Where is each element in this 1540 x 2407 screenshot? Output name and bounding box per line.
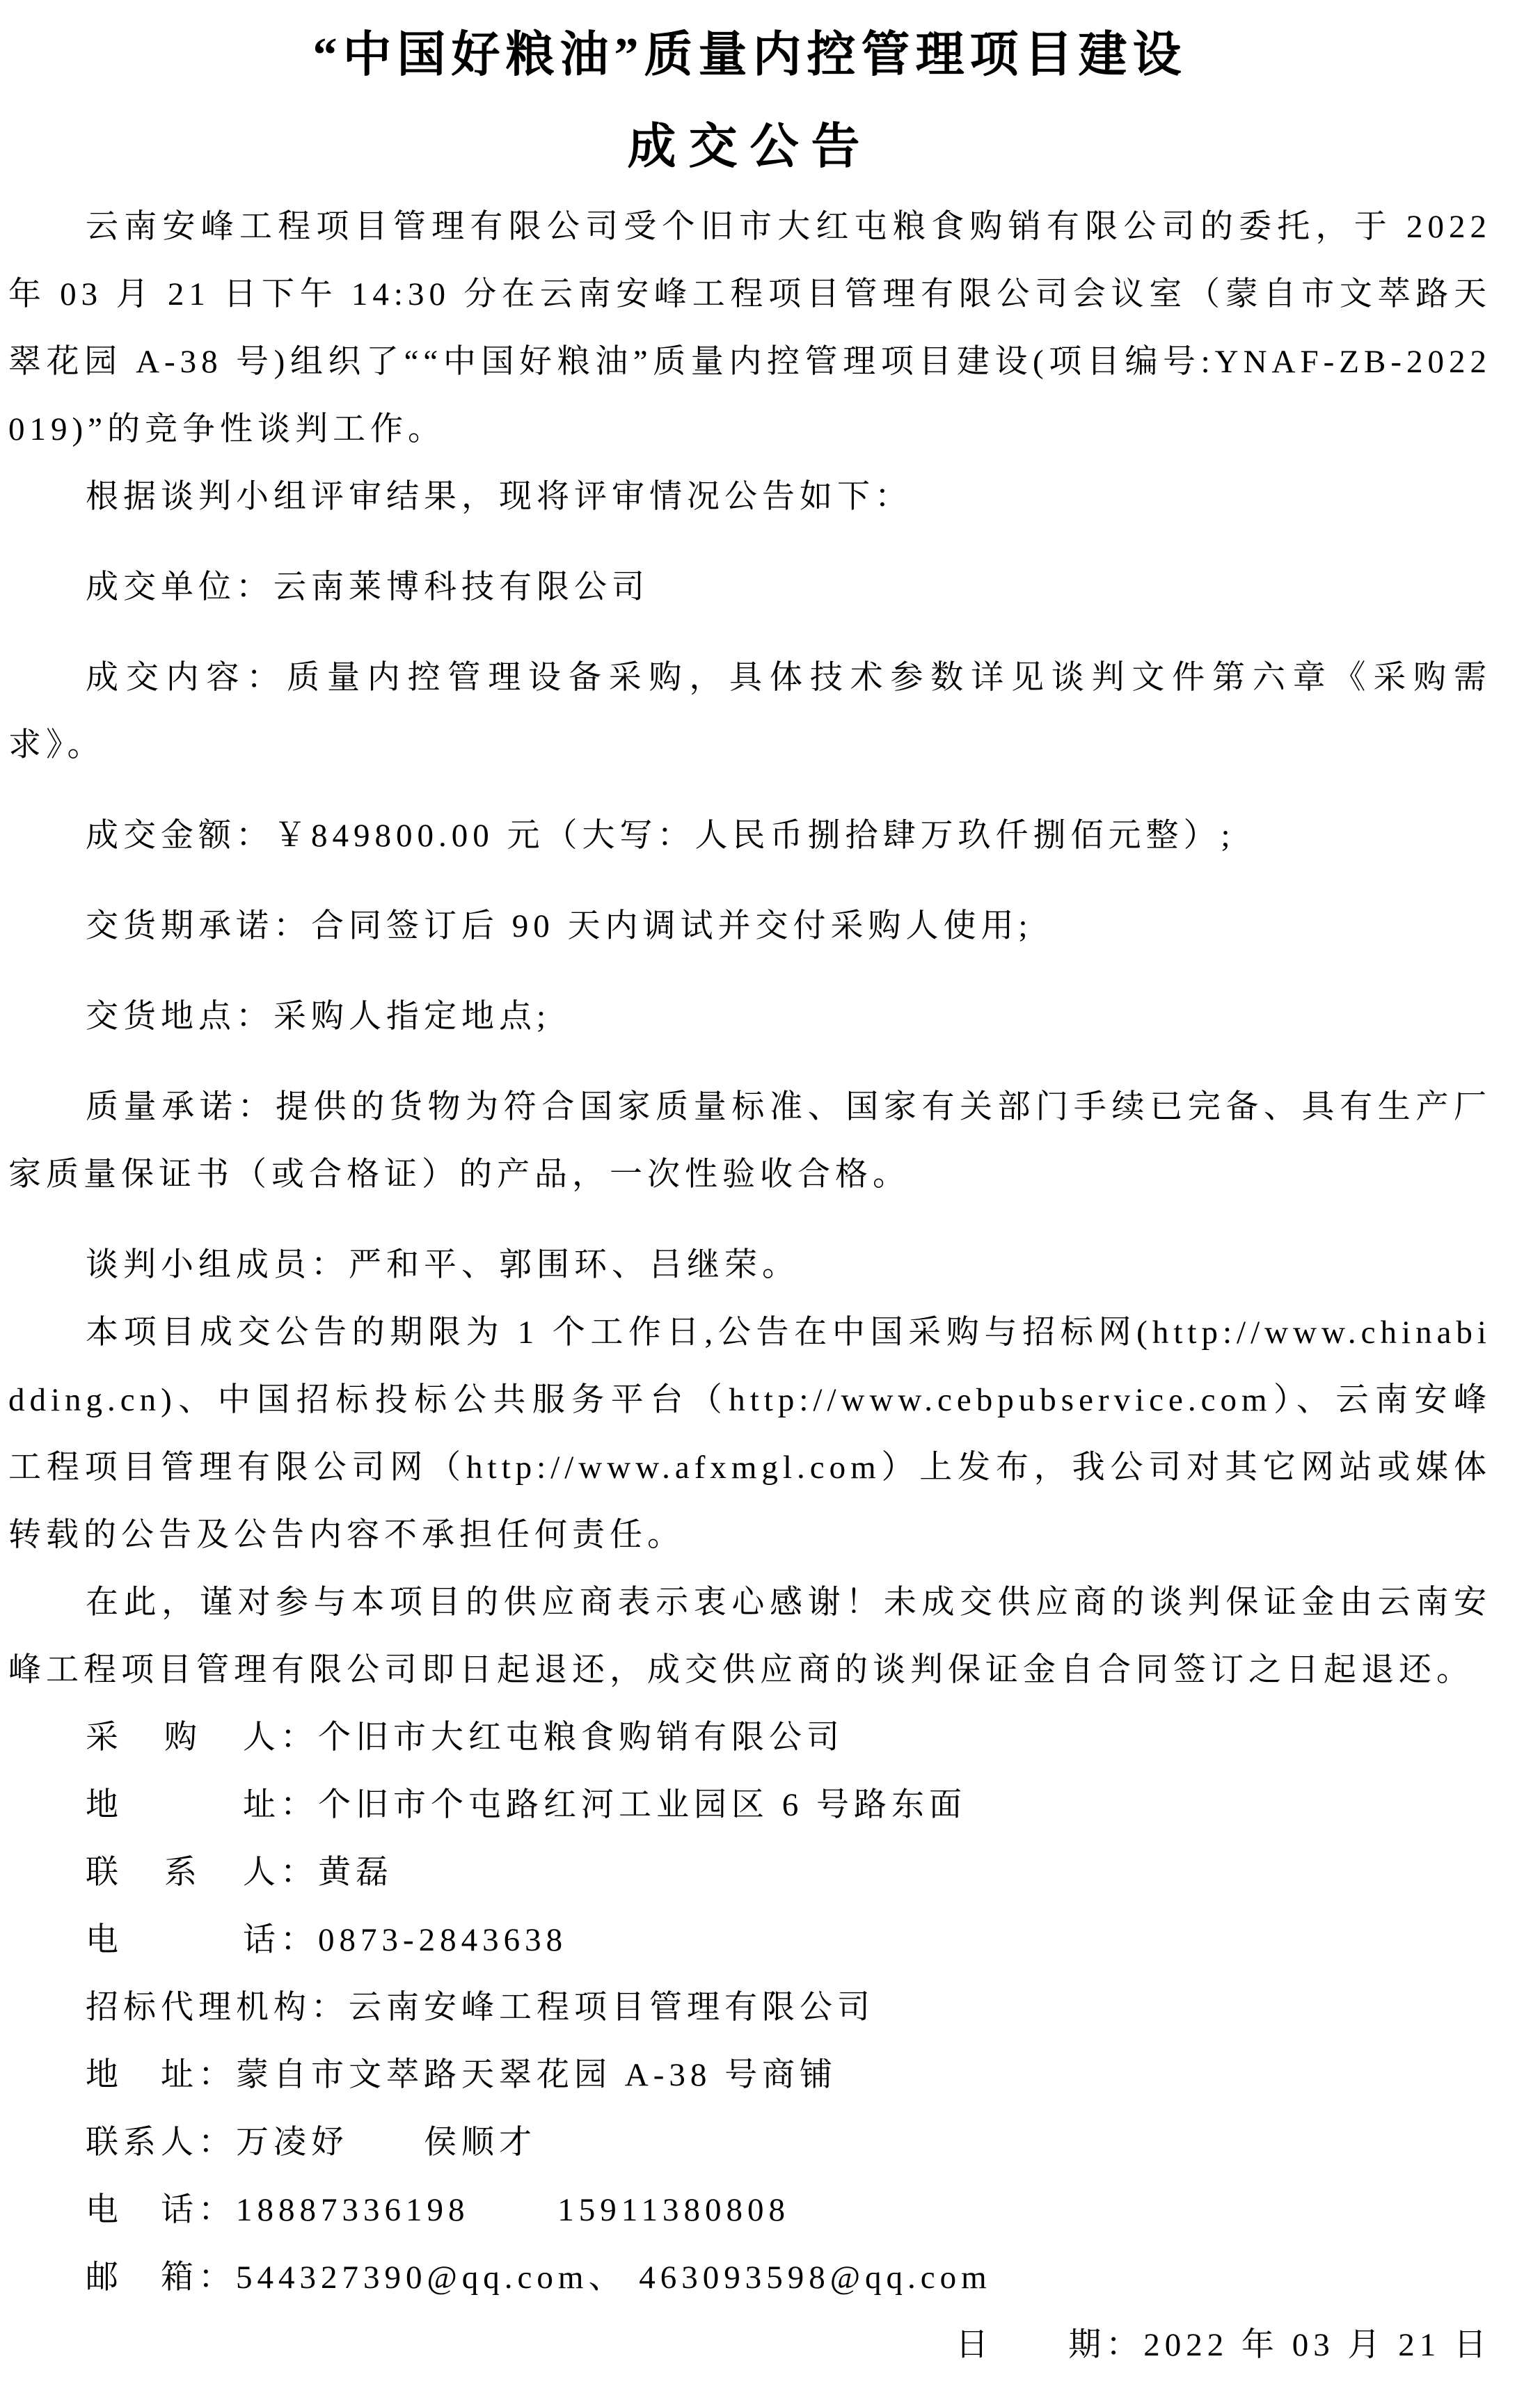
purchaser-name-value: 个旧市大红屯粮食购销有限公司 (318, 1719, 844, 1756)
agency-phone-row (8, 2177, 1491, 2244)
award-unit-line: 成交单位：云南莱博科技有限公司 (86, 569, 649, 605)
agency-phone-label: 电 话 (86, 2192, 198, 2228)
purchaser-phone-label: 电话 (86, 1922, 280, 1958)
agency-name-row (8, 1974, 1491, 2042)
colon: ： (280, 1719, 318, 1756)
date-value: 2022 年 03 月 21 日 (1143, 2327, 1491, 2363)
panel-members-line: 谈判小组成员：严和平、郭围环、吕继荣。 (86, 1247, 800, 1283)
agency-address-value: 蒙自市文萃路天翠花园 A-38 号商铺 (236, 2057, 838, 2093)
purchaser-contact-row (8, 1839, 1491, 1907)
agency-address-label: 地 址 (86, 2057, 198, 2093)
purchaser-contact-value: 黄磊 (318, 1854, 393, 1891)
agency-email-label: 邮 箱 (86, 2259, 198, 2296)
agency-email-row (8, 2244, 1491, 2312)
colon: ： (198, 2057, 236, 2093)
purchaser-phone-row (8, 1907, 1491, 1974)
purchaser-name-label: 采购人 (86, 1719, 280, 1756)
purchaser-phone-value: 0873-2843638 (318, 1922, 568, 1958)
colon: ： (280, 1854, 318, 1891)
review-intro-paragraph: 根据谈判小组评审结果，现将评审情况公告如下： (86, 479, 912, 515)
colon: ： (280, 1787, 318, 1823)
agency-contact-row (8, 2109, 1491, 2177)
purchaser-contact-label: 联系人 (86, 1854, 280, 1891)
delivery-promise-line: 交货期承诺：合同签订后 90 天内调试并交付采购人使用; (86, 908, 1033, 944)
colon: ： (280, 1922, 318, 1958)
agency-address-row (8, 2042, 1491, 2109)
award-amount-line: 成交金额：￥849800.00 元（大写：人民币捌拾肆万玖仟捌佰元整）; (86, 818, 1235, 854)
purchaser-address-label: 地址 (86, 1787, 280, 1823)
agency-name-label: 招标代理机构 (86, 1989, 311, 2026)
intro-paragraph: 云南安峰工程项目管理有限公司受个旧市大红屯粮食购销有限公司的委托，于 2022 年 03 月 21 日下午 14:30 分在云南安峰工程项目管理有限公司会议室（蒙自市文萃路天翠花园 A-38 号)组织了““中国好粮油”质量内控管理项目建设(项目编号:YNAF-ZB-2022019)”的竞争性谈判工作。 (8, 209, 1491, 447)
purchaser-address-value: 个旧市个屯路红河工业园区 6 号路东面 (318, 1787, 967, 1823)
colon: ： (198, 2259, 236, 2296)
date-row (8, 2312, 1491, 2379)
agency-contact-value: 万凌妤 侯顺才 (236, 2124, 537, 2161)
purchaser-address-row (8, 1772, 1491, 1839)
page-subtitle: 成交公告 (627, 120, 873, 174)
award-content-line: 成交内容：质量内控管理设备采购，具体技术参数详见谈判文件第六章《采购需求》。 (8, 660, 1491, 763)
agency-name-value: 云南安峰工程项目管理有限公司 (349, 1989, 875, 2026)
page-title: “中国好粮油”质量内控管理项目建设 (312, 29, 1187, 82)
agency-contact-label: 联系人 (86, 2124, 198, 2161)
thanks-paragraph: 在此，谨对参与本项目的供应商表示衷心感谢！未成交供应商的谈判保证金由云南安峰工程项目管理有限公司即日起退还，成交供应商的谈判保证金自合同签订之日起退还。 (8, 1584, 1491, 1688)
colon: ： (198, 2192, 236, 2228)
date-label: 日 期 (955, 2327, 1106, 2363)
colon: ： (311, 1989, 349, 2026)
purchaser-name-row (8, 1704, 1491, 1772)
colon: ： (198, 2124, 236, 2161)
agency-email-value: 544327390@qq.com、 463093598@qq.com (236, 2259, 992, 2296)
quality-promise-paragraph: 质量承诺：提供的货物为符合国家质量标准、国家有关部门手续已完备、具有生产厂家质量保证书（或合格证）的产品，一次性验收合格。 (8, 1089, 1491, 1193)
publish-info-paragraph: 本项目成交公告的期限为 1 个工作日,公告在中国采购与招标网(http://www.chinabidding.cn)、中国招标投标公共服务平台（http://www.cebpubservice.com）、云南安峰工程项目管理有限公司网（http://www.afxmgl.com）上发布，我公司对其它网站或媒体转载的公告及公告内容不承担任何责任。 (8, 1314, 1491, 1553)
delivery-place-line: 交货地点：采购人指定地点; (86, 999, 551, 1035)
colon: ： (1106, 2327, 1144, 2363)
agency-phone-value: 18887336198 15911380808 (236, 2192, 791, 2228)
